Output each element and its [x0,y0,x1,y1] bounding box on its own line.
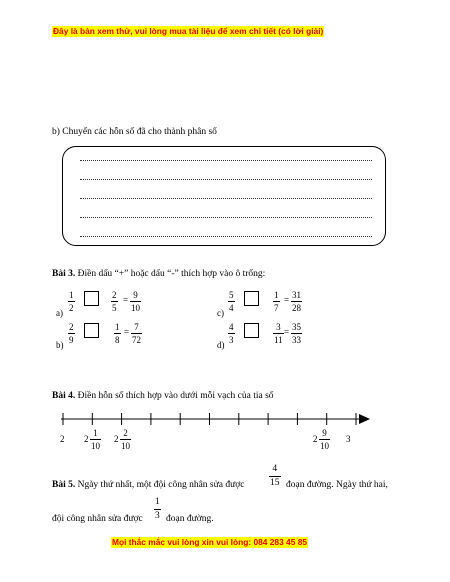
item-b-fraction-3: 7 72 [132,322,141,345]
bai5-text-2: đoạn đường. Ngày thứ hai, [286,480,388,490]
bai4-text: Điền hỗn số thích hợp vào dưới mỗi vạch của tia số [77,391,274,401]
answer-line [80,217,372,218]
item-a-fraction-3: 9 10 [131,290,140,313]
bai5-text-1: Ngày thứ nhất, một đội công nhân sửa được [77,480,245,490]
item-b-label: b) [56,340,64,350]
bai5-fraction-2: 1 3 [155,497,160,521]
answer-line [80,236,372,237]
tick-label-2-2-10: 2 [114,434,119,444]
item-a-label: a) [56,308,63,318]
item-c-fraction-2: 1 7 [274,290,279,313]
bai5-line-1-start [52,480,245,490]
number-line [50,408,380,430]
item-b-fraction-1: 2 9 [69,322,74,345]
item-c-label: c) [217,308,224,318]
bai5-text-3: đội công nhân sửa được [52,514,143,524]
number-line-arrow-icon [359,414,370,424]
item-d-label: d) [217,340,225,350]
tick-label-2: 2 [60,434,65,444]
bai5-title: Bài 5. [52,480,76,490]
item-d-fraction-3: 35 33 [292,322,301,345]
bai4-title: Bài 4. [52,391,76,401]
bai3-title: Bài 3. [52,269,76,279]
preview-banner: Đây là bản xem thử, vui lòng mua tài liệu để xem chi tiết (có lời giải) [53,26,324,36]
tick-label-fraction: 9 10 [320,428,329,451]
item-a-fraction-1: 1 2 [69,290,74,313]
item-d-fraction-1: 4 3 [229,322,234,345]
item-b-fraction-2: 1 8 [115,322,120,345]
bai5-text-4: đoạn đường. [166,514,214,524]
tick-label-fraction: 2 10 [121,428,130,451]
tick-label-2-1-10: 2 [84,434,89,444]
item-c-fraction-3: 31 28 [292,290,301,313]
answer-box [62,146,386,246]
answer-line [80,198,372,199]
bai3-text: Điền dấu “+” hoặc dấu “-” thích hợp vào ô trống: [77,269,266,279]
tick-label-fraction: 1 10 [91,428,100,451]
item-d-fraction-2: 3 11 [274,322,283,345]
item-a-equals: = [123,295,129,305]
bai5-fraction-1: 4 15 [270,464,280,488]
part-b-instruction: b) Chuyển các hỗn số đã cho thành phân số [52,127,217,137]
item-c-fraction-1: 5 4 [229,290,234,313]
answer-line [80,160,372,161]
item-c-sign-box[interactable] [244,291,259,306]
bai4-heading [52,391,274,401]
item-b-equals: = [124,327,130,337]
answer-line [80,179,372,180]
contact-banner: Mọi thắc mắc vui lòng xin vui lòng: 084 283 45 85 [112,537,308,547]
tick-label-3: 3 [346,434,351,444]
item-b-sign-box[interactable] [84,323,99,338]
item-a-fraction-2: 2 5 [112,290,117,313]
item-c-equals: = [284,295,290,305]
tick-label-2-9-10: 2 [313,434,318,444]
bai3-heading [52,269,265,279]
item-d-sign-box[interactable] [244,323,259,338]
item-d-equals: = [284,327,290,337]
item-a-sign-box[interactable] [84,291,99,306]
